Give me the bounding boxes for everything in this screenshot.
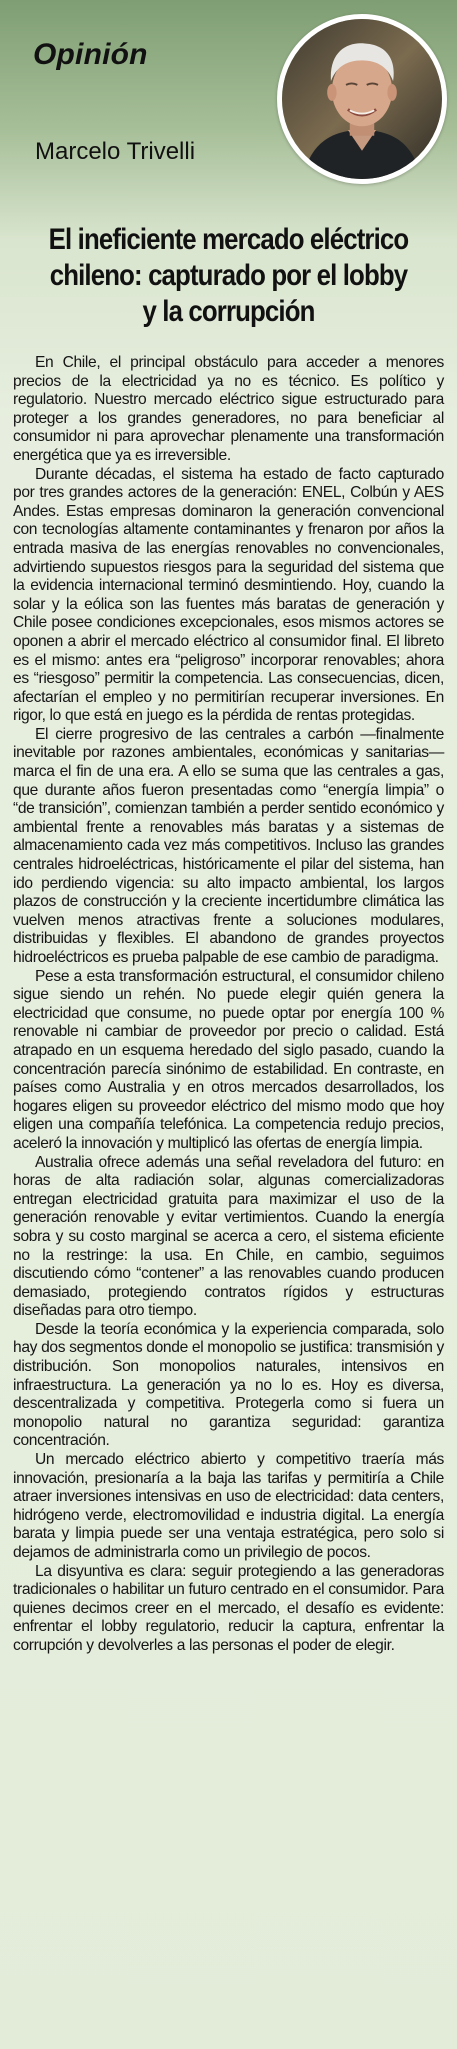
body-paragraph: El cierre progresivo de las centrales a carbón —finalmente inevitable por razones ambientales, económicas y sanitarias— marca el fin de una era. A ello se suma que las centrales a gas, que durante años fueron presentadas como “energía limpia” o “de transición”, comienzan también a perder sentido económico y ambiental frente a renovables más baratas y a sistemas de almacenamiento cada vez más competitivos. Incluso las grandes centrales hidroeléctricas, históricamente el pilar del sistema, han ido perdiendo vigencia: su alto impacto ambiental, los largos plazos de construcción y la creciente incertidumbre climática las vuelven menos atractivas frente a soluciones modulares, distribuidas y flexibles. El abandono de grandes proyectos hidroeléctricos es prueba palpable de ese cambio de paradigma. — [13, 725, 444, 966]
body-paragraph: Pese a esta transformación estructural, el consumidor chileno sigue siendo un rehén. No puede elegir quién genera la electricidad que consume, no puede optar por energía 100 % renovable ni cambiar de proveedor por precio o calidad. Está atrapado en un esquema heredado del siglo pasado, cuando la concentración parecía sinónimo de estabilidad. En contraste, en países como Australia y en otros mercados desarrollados, los hogares eligen su proveedor eléctrico del mismo modo que hoy eligen una compañía telefónica. La competencia redujo precios, aceleró la innovación y multiplicó las ofertas de energía limpia. — [13, 967, 444, 1152]
body-paragraph: Desde la teoría económica y la experiencia comparada, solo hay dos segmentos donde el monopolio se justifica: transmisión y distribución. Son monopolios naturales, intensivos en infraestructura. La generación ya no lo es. Hoy es diversa, descentralizada y competitiva. Protegerla como si fuera un monopolio natural no garantiza seguridad: garantiza concentración. — [13, 1320, 444, 1450]
column-header — [9, 0, 448, 212]
article-body — [9, 330, 448, 1656]
body-paragraph: Un mercado eléctrico abierto y competitivo traería más innovación, presionaría a la baja las tarifas y permitiría a Chile atraer inversiones intensivas en uso de electricidad: data centers, hidrógeno verde, electromovilidad e industria digital. La energía barata y limpia puede ser una ventaja estratégica, pero solo si dejamos de administrarla como un privilegio de pocos. — [13, 1451, 444, 1561]
body-paragraph: Durante décadas, el sistema ha estado de facto capturado por tres grandes actores de la generación: ENEL, Colbún y AES Andes. Estas empresas dominaron la generación convencional con tecnologías altamente contaminantes y frenaron por años la entrada masiva de las energías renovables no convencionales, advirtiendo supuestos riesgos para la seguridad del sistema que la evidencia internacional terminó desmintiendo. Hoy, cuando la solar y la eólica son las fuentes más baratas de generación y Chile posee condiciones excepcionales, esos mismos actores se oponen a abrir el mercado eléctrico al consumidor final. El libreto es el mismo: antes era “peligroso” incorporar renovables; ahora es “riesgoso” permitir la competencia. Las consecuencias, dicen, afectarían el empleo y no permitirían recuperar inversiones. En rigor, lo que está en juego es la pérdida de rentas protegidas. — [13, 465, 444, 725]
author-portrait — [282, 19, 442, 179]
author-name: Marcelo Trivelli — [35, 138, 196, 165]
article-headline: El ineficiente mercado eléctrico chileno: capturado por el lobby y la corrupción — [48, 223, 409, 328]
body-paragraph: Australia ofrece además una señal reveladora del futuro: en horas de alta radiación solar, algunas comercializadoras entregan electricidad gratuita para maximizar el uso de la generación renovable y evitar vertimientos. Cuando la energía sobra y su costo marginal se acerca a cero, el sistema eficiente no la restringe: la usa. En Chile, en cambio, seguimos discutiendo cómo “contener” a las renovables cuando producen demasiado, protegiendo contratos rígidos y estructuras diseñadas para otro tiempo. — [13, 1153, 444, 1320]
author-photo — [277, 14, 447, 184]
section-label: Opinión — [33, 38, 148, 71]
body-paragraph: En Chile, el principal obstáculo para acceder a menores precios de la electricidad ya no es técnico. Es político y regulatorio. Nuestro mercado eléctrico sigue estructurado para proteger a los grandes generadores, no para beneficiar al consumidor ni para aprovechar plenamente una transformación energética que ya es irreversible. — [13, 354, 444, 464]
body-paragraph: La disyuntiva es clara: seguir protegiendo a las generadoras tradicionales o habilitar un futuro centrado en el consumidor. Para quienes decimos creer en el mercado, el desafío es evidente: enfrentar el lobby regulatorio, reducir la captura, enfrentar la corrupción y devolverles a las personas el poder de elegir. — [13, 1562, 444, 1654]
